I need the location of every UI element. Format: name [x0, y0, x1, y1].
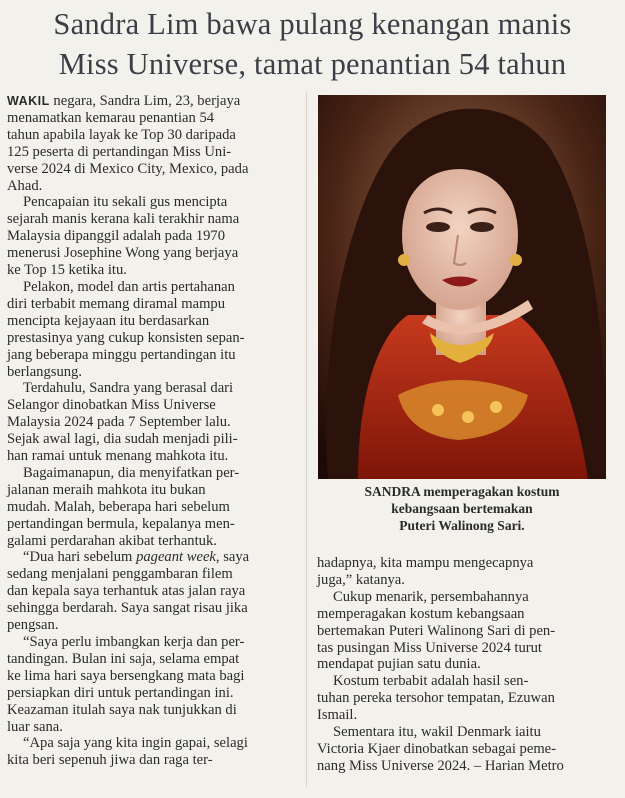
article-line: Pelakon, model dan artis pertahanan	[23, 278, 235, 295]
article-line: menerusi Josephine Wong yang berjaya	[7, 245, 239, 262]
article-line: Terdahulu, Sandra yang berasal dari	[23, 380, 234, 397]
headline	[0, 4, 625, 84]
article-paragraph	[7, 93, 299, 194]
article-paragraph	[7, 634, 299, 735]
article-line: persiapkan diri untuk pertandingan ini.	[7, 684, 234, 701]
article-paragraph	[7, 194, 299, 279]
column-divider	[306, 92, 307, 787]
caption-line-2: kebangsaan bertemakan	[391, 501, 533, 516]
article-line: pertandingan bermula, kepalanya men-	[7, 515, 235, 532]
article-line: Cukup menarik, persembahannya	[333, 588, 529, 605]
article-line: Ahad.	[7, 177, 43, 194]
article-line: mencipta kejayaan itu berdasarkan	[7, 312, 210, 329]
article-line: negara, Sandra Lim, 23, berjaya	[49, 93, 241, 109]
article-line: kita beri sepenuh jiwa dan raga ter-	[7, 752, 213, 769]
article-paragraph	[7, 465, 299, 550]
article-paragraph	[7, 279, 299, 380]
article-line: dan kepala saya terhantuk atas jalan raya	[7, 583, 246, 600]
article-line: nang Miss Universe 2024. – Harian Metro	[317, 757, 564, 774]
article-paragraph	[7, 735, 299, 769]
article-paragraph	[317, 589, 613, 674]
portrait-photo-icon	[318, 95, 606, 479]
article-line: pengsan.	[7, 617, 59, 634]
article-paragraph	[7, 549, 299, 634]
article-line: “Apa saja yang kita ingin gapai, selagi	[23, 735, 248, 752]
portrait-photo	[318, 95, 606, 479]
article-line: diri terbabit memang diramal mampu	[7, 295, 226, 312]
caption-line-3: Puteri Walinong Sari.	[399, 518, 525, 533]
article-line: han ramai untuk menang mahkota itu.	[7, 448, 229, 465]
article-line: juga,” katanya.	[317, 571, 405, 588]
article-line: Keazaman itulah saya nak tunjukkan di	[7, 701, 237, 718]
article-line: hadapnya, kita mampu mengecapnya	[317, 555, 534, 571]
article-line: Sementara itu, wakil Denmark iaitu	[333, 724, 541, 741]
article-line: Victoria Kjaer dinobatkan sebagai peme-	[317, 740, 557, 757]
article-paragraph	[317, 673, 613, 724]
article-line: galami perdarahan akibat terhantuk.	[7, 532, 217, 549]
article-column-left	[7, 93, 299, 769]
article-line: ke Top 15 ketika itu.	[7, 262, 127, 279]
article-line: mendapat pujian satu dunia.	[317, 656, 481, 673]
article-line: tahun apabila layak ke Top 30 daripada	[7, 126, 236, 143]
article-line: tandingan. Bulan ini saja, selama empat	[7, 650, 240, 667]
article-line: 125 peserta di pertandingan Miss Uni-	[7, 143, 232, 160]
article-line: tas pusingan Miss Universe 2024 turut	[317, 639, 542, 656]
article-line: jalanan meraih mahkota itu bukan	[7, 481, 206, 498]
article-line: jang beberapa minggu pertandingan itu	[7, 346, 236, 363]
article-column-right	[317, 555, 613, 775]
article-line: menamatkan kemarau penantian 54	[7, 109, 215, 126]
article-line: Pencapaian itu sekali gus mencipta	[23, 194, 228, 211]
caption-line-1: SANDRA memperagakan kostum	[364, 484, 560, 499]
article-line: memperagakan kostum kebangsaan	[317, 605, 525, 622]
article-line: berlangsung.	[7, 363, 82, 380]
headline-line-1: Sandra Lim bawa pulang kenangan manis	[53, 7, 572, 41]
article-line: “Dua hari sebelum pageant week, saya	[23, 549, 250, 566]
article-line: sedang menjalani penggambaran filem	[7, 566, 233, 583]
article-line: Kostum terbabit adalah hasil sen-	[333, 673, 529, 690]
article-paragraph	[7, 380, 299, 465]
article-paragraph	[317, 724, 613, 775]
article-line: Selangor dinobatkan Miss Universe	[7, 397, 216, 414]
article-line: tuhan pereka tersohor tempatan, Ezuwan	[317, 690, 555, 707]
article-line: Malaysia dipanggil adalah pada 1970	[7, 228, 226, 245]
article-line: Malaysia 2024 pada 7 September lalu.	[7, 414, 231, 431]
article-line: Sejak awal lagi, dia sudah menjadi pili-	[7, 431, 238, 448]
article-line: sejarah manis kerana kali terakhir nama	[7, 211, 240, 228]
photo-caption	[318, 483, 606, 534]
article-line: mudah. Malah, beberapa hari sebelum	[7, 498, 230, 515]
article-line: Bagaimanapun, dia menyifatkan per-	[23, 464, 240, 481]
article-line: sehingga berdarah. Saya sangat risau jika	[7, 600, 248, 617]
article-line: prestasinya yang cukup konsisten sepan-	[7, 329, 245, 346]
article-paragraph	[317, 555, 613, 589]
article-line: verse 2024 di Mexico City, Mexico, pada	[7, 160, 249, 177]
article-line: luar sana.	[7, 718, 63, 735]
article-line: “Saya perlu imbangkan kerja dan per-	[23, 634, 245, 650]
article-line: ke lima hari saya bersengkang mata bagi	[7, 667, 245, 684]
article-line: Ismail.	[317, 707, 358, 724]
headline-line-2: Miss Universe, tamat penantian 54 tahun	[58, 47, 567, 81]
lead-word: WAKIL	[7, 94, 50, 108]
article-line: bertemakan Puteri Walinong Sari di pen-	[317, 622, 556, 639]
